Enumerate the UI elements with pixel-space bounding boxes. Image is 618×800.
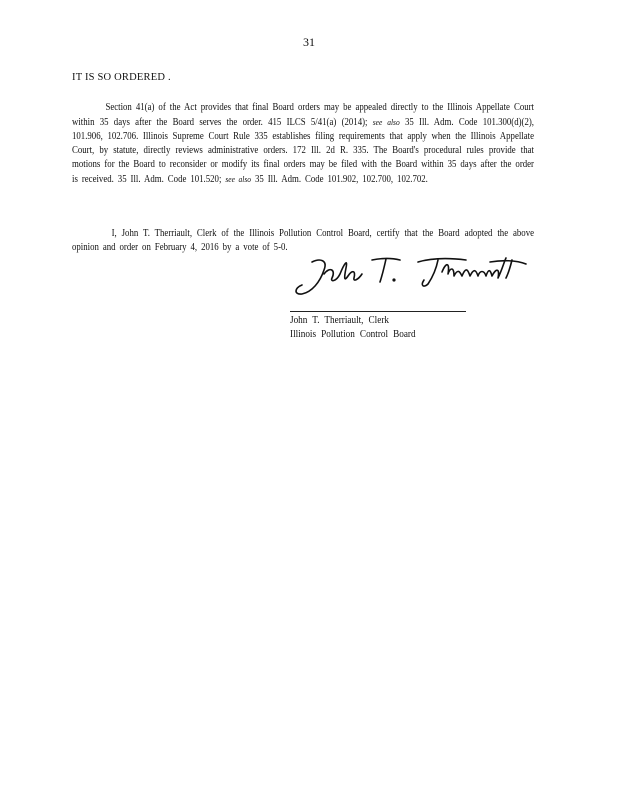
clerk-name-title: John T. Therriault, Clerk [290,315,389,326]
clerk-signature-block [290,314,416,342]
appeal-rights-paragraph [72,101,534,187]
signature-line [290,311,466,312]
appeal-text-part3: 35 Ill. Adm. Code 101.902, 102.700, 102.702. [254,174,428,185]
appeal-text-part2: 35 Ill. Adm. Code 101.300(d)(2), 101.906, 102.706. Illinois Supreme Court Rule 335 establishes filing requirements that apply when the Illinois Appellate Court, by statute, directly reviews administrative orders. 172 Ill. 2d R. 335. The Board's procedural rules provide that motions for the Board to reconsider or modify its final orders may be filed with the Board within 35 days after the order is received. 35 Ill. Adm. Code 101.520; [72,117,535,185]
certification-text: I, John T. Therriault, Clerk of the Illinois Pollution Control Board, certify that the Board adopted the above opinion and order on February 4, 2016 by a vote of 5-0. [72,228,534,253]
clerk-signature [290,252,530,302]
appeal-text-part1: Section 41(a) of the Act provides that final Board orders may be appealed directly to the Illinois Appellate Court within 35 days after the Board serves the order. 415 ILCS 5/41(a) (2014); [72,102,534,128]
clerk-organization: Illinois Pollution Control Board [290,329,416,340]
see-also-2: see also [225,174,252,184]
see-also-1: see also [372,117,400,127]
order-heading: IT IS SO ORDERED . [72,72,171,83]
certification-paragraph [72,227,534,255]
page-number: 31 [303,35,315,49]
